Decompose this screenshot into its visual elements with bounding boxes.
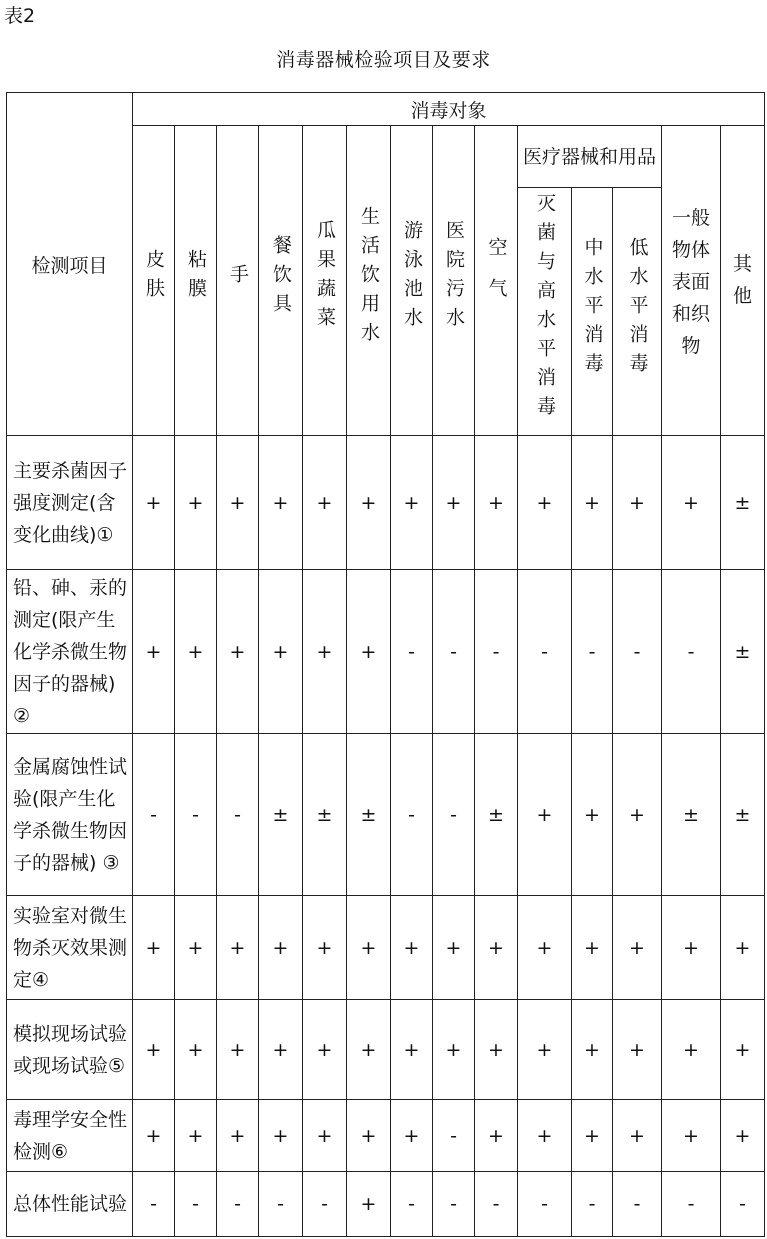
header-col-hospital-sewage: 医院污水 xyxy=(433,126,475,436)
header-col-pool-water: 游泳池水 xyxy=(391,126,433,436)
table-row xyxy=(7,436,765,570)
requirement-mark: + xyxy=(133,436,175,570)
requirement-mark: ± xyxy=(662,734,721,896)
requirement-mark: - xyxy=(721,1172,765,1237)
requirement-mark: ± xyxy=(259,734,303,896)
requirement-mark: - xyxy=(662,1172,721,1237)
header-col-tableware: 餐饮具 xyxy=(259,126,303,436)
requirement-mark: ± xyxy=(721,734,765,896)
requirement-mark: + xyxy=(433,896,475,1000)
requirement-mark: + xyxy=(518,734,572,896)
requirement-mark: - xyxy=(475,1172,518,1237)
requirement-mark: - xyxy=(259,1172,303,1237)
requirement-mark: - xyxy=(133,734,175,896)
requirement-mark: + xyxy=(721,1100,765,1172)
requirement-mark: + xyxy=(217,896,259,1000)
table-row xyxy=(7,1172,765,1237)
requirement-mark: + xyxy=(347,1100,391,1172)
requirement-mark: + xyxy=(662,896,721,1000)
requirement-mark: + xyxy=(303,896,347,1000)
header-col-skin: 皮肤 xyxy=(133,126,175,436)
requirement-mark: - xyxy=(613,570,662,734)
requirement-mark: + xyxy=(217,1000,259,1100)
row-test-item: 主要杀菌因子强度测定(含变化曲线)① xyxy=(7,436,133,570)
requirement-mark: + xyxy=(175,896,217,1000)
header-col-sterilization: 灭菌与高水平消毒 xyxy=(518,188,572,436)
header-col-other: 其他 xyxy=(721,126,765,436)
requirement-mark: - xyxy=(475,570,518,734)
requirement-mark: + xyxy=(518,436,572,570)
table-row xyxy=(7,1000,765,1100)
requirement-mark: ± xyxy=(721,570,765,734)
header-disinfection-object: 消毒对象 xyxy=(133,93,765,126)
requirement-mark: + xyxy=(259,436,303,570)
row-test-item: 实验室对微生物杀灭效果测定④ xyxy=(7,896,133,1000)
requirement-mark: - xyxy=(391,734,433,896)
requirement-mark: ± xyxy=(721,436,765,570)
requirement-mark: - xyxy=(433,734,475,896)
requirement-mark: ± xyxy=(303,734,347,896)
requirement-mark: - xyxy=(518,1172,572,1237)
row-test-item: 模拟现场试验或现场试验⑤ xyxy=(7,1000,133,1100)
row-test-item: 金属腐蚀性试验(限产生化学杀微生物因子的器械) ③ xyxy=(7,734,133,896)
requirement-mark: + xyxy=(133,1000,175,1100)
header-col-general-surface: 一般物体表面和织物 xyxy=(662,126,721,436)
requirement-mark: + xyxy=(613,436,662,570)
table-title: 消毒器械检验项目及要求 xyxy=(276,49,491,71)
header-col-fruits-vegetables: 瓜果蔬菜 xyxy=(303,126,347,436)
requirement-mark: - xyxy=(433,1172,475,1237)
requirement-mark: + xyxy=(475,1000,518,1100)
header-col-hand: 手 xyxy=(217,126,259,436)
requirement-mark: + xyxy=(175,436,217,570)
requirement-mark: + xyxy=(259,570,303,734)
requirement-mark: + xyxy=(475,896,518,1000)
requirement-mark: + xyxy=(133,1100,175,1172)
requirement-mark: + xyxy=(217,570,259,734)
requirement-mark: + xyxy=(475,1100,518,1172)
requirement-mark: + xyxy=(303,1100,347,1172)
requirement-mark: + xyxy=(518,1000,572,1100)
requirement-mark: - xyxy=(175,1172,217,1237)
requirement-mark: + xyxy=(259,1000,303,1100)
requirement-mark: + xyxy=(613,1000,662,1100)
requirement-mark: + xyxy=(613,896,662,1000)
requirement-mark: + xyxy=(475,436,518,570)
header-col-mid-level: 中水平消毒 xyxy=(572,188,613,436)
requirement-mark: + xyxy=(662,436,721,570)
requirement-mark: + xyxy=(133,570,175,734)
requirement-mark: + xyxy=(217,1100,259,1172)
requirement-mark: + xyxy=(259,896,303,1000)
table-row xyxy=(7,896,765,1000)
header-col-low-level: 低水平消毒 xyxy=(613,188,662,436)
requirement-mark: - xyxy=(613,1172,662,1237)
table-row xyxy=(7,734,765,896)
table-label: 表2 xyxy=(4,5,36,27)
requirement-mark: + xyxy=(175,1000,217,1100)
requirement-mark: + xyxy=(391,896,433,1000)
requirement-mark: ± xyxy=(475,734,518,896)
requirement-mark: - xyxy=(572,570,613,734)
requirement-mark: + xyxy=(217,436,259,570)
table-row xyxy=(7,570,765,734)
requirement-mark: + xyxy=(303,1000,347,1100)
requirement-mark: + xyxy=(518,896,572,1000)
table-row xyxy=(7,1100,765,1172)
requirement-mark: + xyxy=(721,1000,765,1100)
requirement-mark: - xyxy=(133,1172,175,1237)
requirement-mark: + xyxy=(572,734,613,896)
requirement-mark: + xyxy=(433,436,475,570)
requirement-mark: + xyxy=(303,570,347,734)
requirement-mark: + xyxy=(433,1000,475,1100)
requirement-mark: + xyxy=(347,1000,391,1100)
requirement-mark: - xyxy=(572,1172,613,1237)
requirement-mark: - xyxy=(433,570,475,734)
requirement-mark: + xyxy=(303,436,347,570)
requirement-mark: + xyxy=(347,1172,391,1237)
row-test-item: 铅、砷、汞的测定(限产生化学杀微生物因子的器械) ② xyxy=(7,570,133,734)
header-col-air: 空气 xyxy=(475,126,518,436)
requirement-mark: - xyxy=(217,1172,259,1237)
requirement-mark: - xyxy=(518,570,572,734)
requirement-mark: + xyxy=(662,1100,721,1172)
requirement-mark: + xyxy=(175,570,217,734)
requirement-mark: + xyxy=(572,1100,613,1172)
header-test-item: 检测项目 xyxy=(7,93,133,436)
requirement-mark: + xyxy=(391,1000,433,1100)
row-test-item: 总体性能试验 xyxy=(7,1172,133,1237)
requirement-mark: + xyxy=(347,896,391,1000)
requirement-mark: + xyxy=(259,1100,303,1172)
inspection-requirements-table xyxy=(6,92,765,1237)
requirement-mark: + xyxy=(391,1100,433,1172)
requirement-mark: + xyxy=(175,1100,217,1172)
requirement-mark: + xyxy=(572,1000,613,1100)
requirement-mark: + xyxy=(613,1100,662,1172)
header-col-drinking-water: 生活饮用水 xyxy=(347,126,391,436)
requirement-mark: + xyxy=(721,896,765,1000)
requirement-mark: + xyxy=(347,570,391,734)
requirement-mark: - xyxy=(391,570,433,734)
requirement-mark: ± xyxy=(347,734,391,896)
requirement-mark: - xyxy=(303,1172,347,1237)
row-test-item: 毒理学安全性检测⑥ xyxy=(7,1100,133,1172)
requirement-mark: + xyxy=(613,734,662,896)
requirement-mark: - xyxy=(662,570,721,734)
requirement-mark: - xyxy=(391,1172,433,1237)
header-medical-devices: 医疗器械和用品 xyxy=(518,126,662,188)
requirement-mark: + xyxy=(518,1100,572,1172)
requirement-mark: + xyxy=(662,1000,721,1100)
requirement-mark: - xyxy=(217,734,259,896)
requirement-mark: + xyxy=(391,436,433,570)
header-col-mucosa: 粘膜 xyxy=(175,126,217,436)
requirement-mark: + xyxy=(572,436,613,570)
requirement-mark: + xyxy=(572,896,613,1000)
requirement-mark: + xyxy=(347,436,391,570)
requirement-mark: - xyxy=(175,734,217,896)
requirement-mark: + xyxy=(133,896,175,1000)
requirement-mark: - xyxy=(433,1100,475,1172)
